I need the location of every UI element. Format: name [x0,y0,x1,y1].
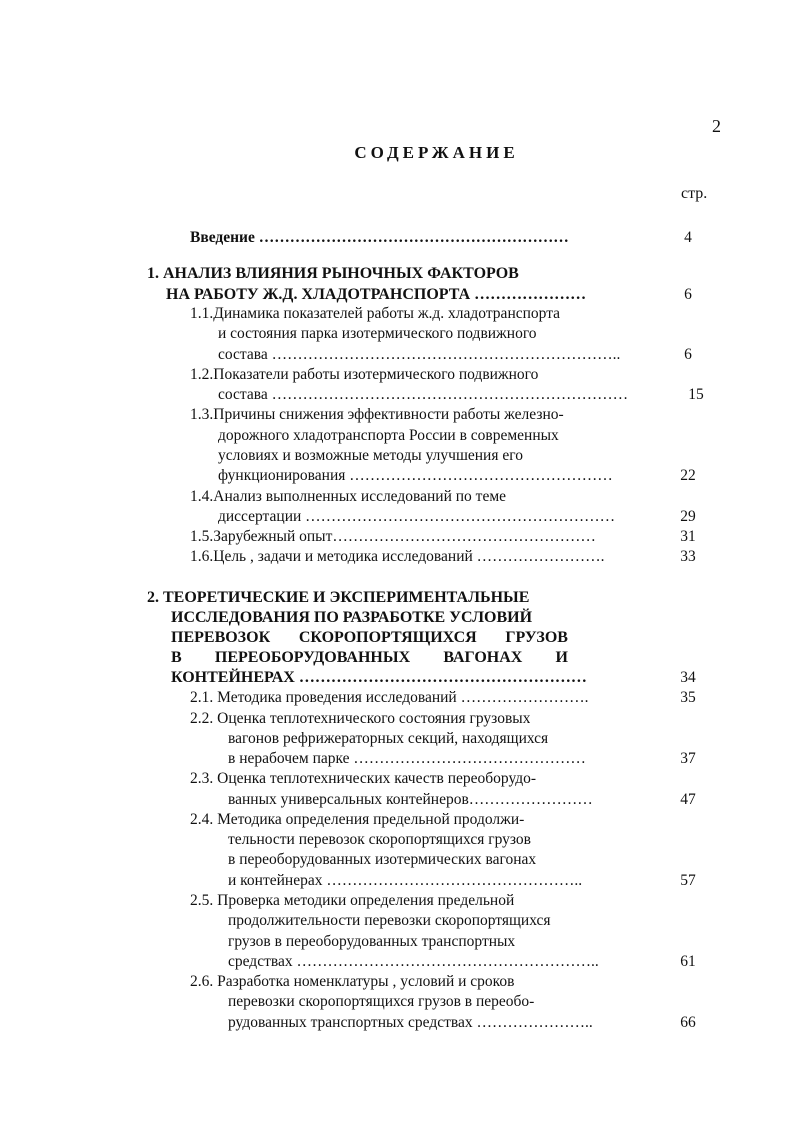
toc-chapter1-line1[interactable]: 1. АНАЛИЗ ВЛИЯНИЯ РЫНОЧНЫХ ФАКТОРОВ [147,265,519,282]
toc-section-2-1-line1[interactable]: 2.1. Методика проведения исследований ……………………. [190,689,589,706]
toc-section-2-4-line3[interactable]: в переоборудованных изотермических вагонах [228,851,537,868]
toc-section-2-4-page: 57 [680,872,696,889]
pages-column-header: стр. [681,185,708,202]
toc-section-1-2-line1[interactable]: 1.2.Показатели работы изотермического подвижного [190,366,539,383]
toc-section-1-3-line4[interactable]: функционирования …………………………………………… [218,467,613,484]
toc-section-2-6-page: 66 [680,1014,696,1031]
toc-section-2-2-page: 37 [680,750,696,767]
toc-section-2-1-page: 35 [680,689,696,706]
toc-section-1-3-page: 22 [680,467,696,484]
toc-chapter2-line1[interactable]: 2. ТЕОРЕТИЧЕСКИЕ И ЭКСПЕРИМЕНТАЛЬНЫЕ [147,589,530,606]
toc-section-2-5-line1[interactable]: 2.5. Проверка методики определения предельной [190,892,515,909]
toc-chapter2-line3[interactable] [171,628,568,648]
toc-section-2-6-line2[interactable]: перевозки скоропортящихся грузов в переобо- [228,993,535,1010]
toc-section-1-4-page: 29 [680,508,696,525]
toc-section-2-3-page: 47 [680,791,696,808]
toc-section-1-1-line3[interactable]: состава ………………………………………………………….. [218,346,621,363]
toc-chapter2-line3-word1: ПЕРЕВОЗОК [171,629,271,646]
toc-chapter1-line2[interactable]: НА РАБОТУ Ж.Д. ХЛАДОТРАНСПОРТА ………………… [166,286,587,303]
toc-section-1-1-page: 6 [684,346,692,363]
toc-chapter2-line5[interactable]: КОНТЕЙНЕРАХ ……………………………………………… [171,669,587,686]
toc-section-2-4-line2[interactable]: тельности перевозок скоропортящихся грузов [228,831,531,848]
toc-chapter2-line4[interactable] [171,648,568,668]
page-title: СОДЕРЖАНИЕ [354,143,519,162]
toc-section-2-6-line3[interactable]: рудованных транспортных средствах ………………….. [228,1014,593,1031]
toc-section-2-5-line2[interactable]: продолжительности перевозки скоропортящихся [228,912,551,929]
toc-section-2-4-line1[interactable]: 2.4. Методика определения предельной продолжи- [190,811,525,828]
toc-section-2-5-page: 61 [680,953,696,970]
toc-section-2-3-line1[interactable]: 2.3. Оценка теплотехнических качеств переоборудо- [190,770,537,787]
toc-section-1-4-line2[interactable]: диссертации …………………………………………………… [218,508,616,525]
toc-section-2-5-line3[interactable]: грузов в переоборудованных транспортных [228,933,516,950]
toc-section-2-2-line2[interactable]: вагонов рефрижераторных секций, находящихся [228,730,549,747]
toc-section-2-2-line3[interactable]: в нерабочем парке ……………………………………… [228,750,586,767]
toc-section-2-4-line4[interactable]: и контейнерах ………………………………………….. [228,872,583,889]
toc-chapter2-line3-word2: СКОРОПОРТЯЩИХСЯ [298,629,477,646]
toc-entry-intro[interactable] [190,228,569,248]
toc-chapter1-page: 6 [684,286,692,303]
toc-intro-page: 4 [684,229,692,246]
toc-section-1-4-line1[interactable]: 1.4.Анализ выполненных исследований по теме [190,488,507,505]
toc-chapter2-line3-word3: ГРУЗОВ [505,629,568,646]
toc-chapter2-line2[interactable]: ИССЛЕДОВАНИЯ ПО РАЗРАБОТКЕ УСЛОВИЙ [171,609,533,626]
toc-section-2-5-line4[interactable]: средствах ………………………………………………….. [228,953,599,970]
toc-chapter2-line4-word4: И [555,649,568,666]
toc-section-1-2-line2[interactable]: состава …………………………………………………………… [218,386,629,403]
toc-section-1-6-line1[interactable]: 1.6.Цель , задачи и методика исследований ……………………. [190,548,605,565]
toc-section-1-1-line2[interactable]: и состояния парка изотермического подвижного [218,325,537,342]
page-number: 2 [712,116,721,136]
toc-intro-dots: …………………………………………………… [258,229,569,246]
toc-section-1-6-page: 33 [680,548,696,565]
toc-section-1-3-line2[interactable]: дорожного хладотранспорта России в современных [218,427,559,444]
toc-chapter2-page: 34 [680,669,696,686]
toc-section-1-5-page: 31 [680,528,696,545]
toc-section-1-1-line1[interactable]: 1.1.Динамика показателей работы ж.д. хладотранспорта [190,305,561,322]
toc-section-1-3-line1[interactable]: 1.3.Причины снижения эффективности работы железно- [190,406,564,423]
toc-section-1-2-page: 15 [688,386,704,403]
toc-section-2-2-line1[interactable]: 2.2. Оценка теплотехнического состояния грузовых [190,710,531,727]
toc-intro-label: Введение [190,229,255,246]
toc-chapter2-line4-word1: В [171,649,182,666]
toc-section-1-5-line1[interactable]: 1.5.Зарубежный опыт…………………………………………… [190,528,596,545]
toc-section-2-3-line2[interactable]: ванных универсальных контейнеров…………………… [228,791,593,808]
toc-section-1-3-line3[interactable]: условиях и возможные методы улучшения его [218,447,523,464]
toc-section-2-6-line1[interactable]: 2.6. Разработка номенклатуры , условий и сроков [190,973,515,990]
toc-chapter2-line4-word2: ПЕРЕОБОРУДОВАННЫХ [214,649,411,666]
toc-chapter2-line4-word3: ВАГОНАХ [443,649,523,666]
